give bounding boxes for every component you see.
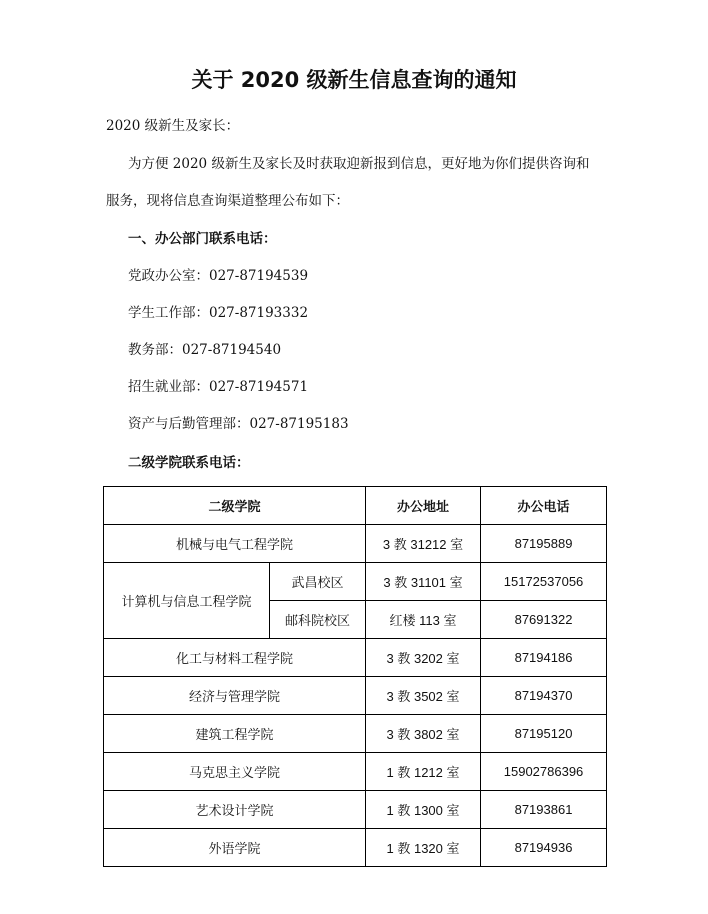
office-contact: 教务部：027-87194540 xyxy=(128,342,282,358)
college-name: 经济与管理学院 xyxy=(104,677,366,715)
college-name: 计算机与信息工程学院 xyxy=(104,563,270,639)
office-address: 红楼 113 室 xyxy=(366,601,481,639)
table-row xyxy=(104,563,607,601)
office-contact: 党政办公室：027-87194539 xyxy=(128,268,309,284)
office-phone: 87194186 xyxy=(481,639,607,677)
office-phone: 87195889 xyxy=(481,525,607,563)
college-name: 外语学院 xyxy=(104,829,366,867)
college-name: 机械与电气工程学院 xyxy=(104,525,366,563)
college-name: 建筑工程学院 xyxy=(104,715,366,753)
college-name: 艺术设计学院 xyxy=(104,791,366,829)
table-row xyxy=(104,791,607,829)
campus-name: 邮科院校区 xyxy=(270,601,366,639)
office-contact: 招生就业部：027-87194571 xyxy=(128,379,309,395)
office-address: 1 教 1320 室 xyxy=(366,829,481,867)
college-name: 化工与材料工程学院 xyxy=(104,639,366,677)
table-row xyxy=(104,639,607,677)
office-phone: 87194936 xyxy=(481,829,607,867)
document-title: 关于 2020 级新生信息查询的通知 xyxy=(191,68,517,92)
office-address: 3 教 31101 室 xyxy=(366,563,481,601)
section-heading-colleges: 二级学院联系电话： xyxy=(128,455,250,471)
office-phone: 15172537056 xyxy=(481,563,607,601)
intro-paragraph-line-1: 为方便 2020 级新生及家长及时获取迎新报到信息，更好地为你们提供咨询和 xyxy=(128,156,590,172)
table-row xyxy=(104,753,607,791)
header-college: 二级学院 xyxy=(104,487,366,525)
college-contacts-table xyxy=(103,486,607,867)
office-contact: 资产与后勤管理部：027-87195183 xyxy=(128,416,349,432)
header-address: 办公地址 xyxy=(366,487,481,525)
office-phone: 87193861 xyxy=(481,791,607,829)
office-phone: 87194370 xyxy=(481,677,607,715)
table-header-row xyxy=(104,487,607,525)
table-row xyxy=(104,677,607,715)
office-phone: 87691322 xyxy=(481,601,607,639)
office-address: 3 教 3502 室 xyxy=(366,677,481,715)
office-address: 1 教 1212 室 xyxy=(366,753,481,791)
intro-paragraph-line-2: 服务，现将信息查询渠道整理公布如下： xyxy=(106,193,349,209)
office-address: 3 教 3202 室 xyxy=(366,639,481,677)
section-heading-offices: 一、办公部门联系电话： xyxy=(128,231,277,247)
college-name: 马克思主义学院 xyxy=(104,753,366,791)
table-row xyxy=(104,829,607,867)
table-row xyxy=(104,715,607,753)
office-phone: 87195120 xyxy=(481,715,607,753)
office-phone: 15902786396 xyxy=(481,753,607,791)
office-contact: 学生工作部：027-87193332 xyxy=(128,305,309,321)
table-row xyxy=(104,525,607,563)
header-phone: 办公电话 xyxy=(481,487,607,525)
campus-name: 武昌校区 xyxy=(270,563,366,601)
office-address: 3 教 3802 室 xyxy=(366,715,481,753)
greeting: 2020 级新生及家长： xyxy=(106,118,240,134)
office-address: 1 教 1300 室 xyxy=(366,791,481,829)
office-address: 3 教 31212 室 xyxy=(366,525,481,563)
